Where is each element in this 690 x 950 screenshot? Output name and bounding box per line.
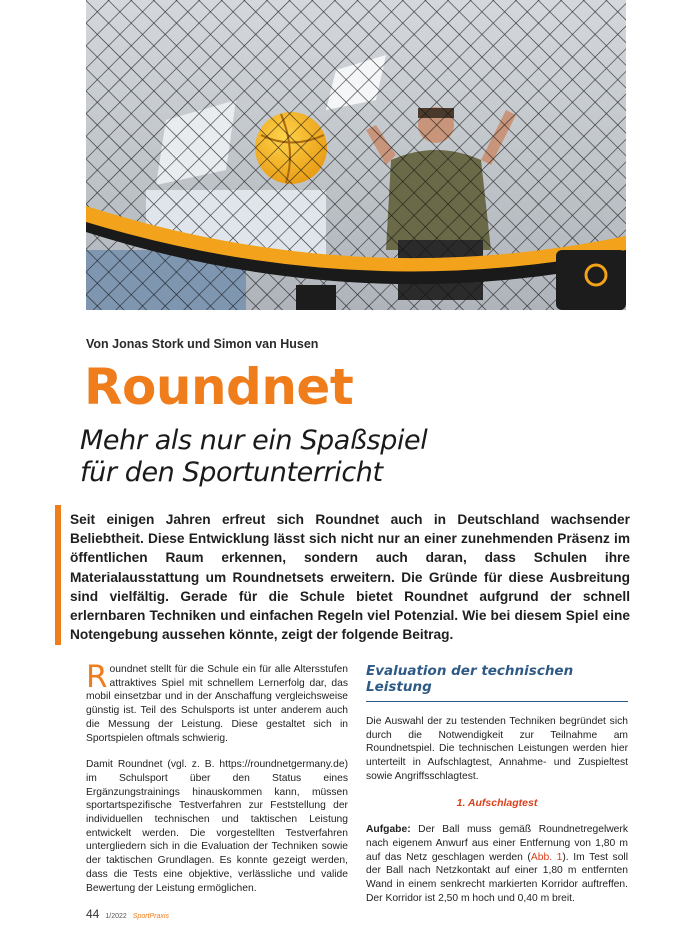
page-number: 44 xyxy=(86,907,100,921)
sub-heading-aufschlagtest: 1. Aufschlagtest xyxy=(456,796,538,809)
page-footer xyxy=(86,907,169,921)
right-column xyxy=(366,663,628,918)
task-text-1: Der Ball muss gemäß Roundnetregelwerk nach eigenem Anwurf aus einer Entfernung von 1,80 m auf das Netz geschlagen werden ( xyxy=(366,824,628,863)
subtitle-line-1: Mehr als nur ein Spaßspiel xyxy=(80,425,428,456)
task-paragraph xyxy=(366,823,628,905)
body-paragraph: Damit Roundnet (vgl. z. B. https://roundnetgermany.de) im Schulsport über den Status eines Ergänzungstrainings hinauskommen kann, müssen sportartspezifische Testverfahren zur Feststellung der individuellen technischen und taktischen Leistung entwickelt werden. Die vorgestellten Testverfahren untergliedern sich in die Evaluation der Techniken sowie der taktischen Grundlagen. Es konnte gezeigt werden, dass die Tests eine objektive, verlässliche und valide Bewertung der Leistung ermöglichen. xyxy=(86,759,348,894)
left-column xyxy=(86,659,348,908)
article-subtitle xyxy=(80,425,640,489)
subtitle-line-2: für den Sportunterricht xyxy=(80,457,383,488)
drop-cap: R xyxy=(86,659,108,695)
byline: Von Jonas Stork und Simon van Husen xyxy=(86,337,319,351)
intro-paragraph-text: oundnet stellt für die Schule ein für alle Altersstufen attraktives Spiel mit schnellem Lernerfolg dar, das mobil einsetzbar und in der Anschaffung vergleichsweise günstig ist. Teil des Schulsports ist unter anderem auch die Messung der Leistung. Diese gestaltet sich in Sportspielen oftmals schwierig. xyxy=(86,664,348,744)
task-text-2: ). Im Test soll der Ball nach Netzkontakt auf einer 1,80 m entfernten Wand in einem senkrecht markierten Korridor auftreffen. Der Korridor ist 2,50 m hoch und 0,40 m breit. xyxy=(366,851,628,904)
header-photo xyxy=(86,0,626,310)
intro-paragraph xyxy=(86,659,348,745)
task-label: Aufgabe: xyxy=(366,824,411,836)
article-title: Roundnet xyxy=(84,358,354,416)
issue-number: 1/2022 xyxy=(105,913,127,920)
roundnet-photo-illustration xyxy=(86,0,626,310)
figure-reference-link[interactable]: Abb. 1 xyxy=(530,851,563,863)
lead-paragraph: Seit einigen Jahren erfreut sich Roundnet auch in Deutschland wachsender Beliebtheit. Diese Entwicklung lässt sich nicht nur an einer zunehmenden Präsenz im öffentlichen Raum erkennen, sondern auch daran, dass Schulen ihre Materialausstattung um Roundnetsets erweitern. Die Gründe für diese Ausbreitung sind vielfältig. Gerade für die Schule bietet Roundnet aufgrund der schnell erlernbaren Techniken und einfachen Regeln viel Potenzial. Wie bei diesem Spiel eine Notengebung aussehen könnte, zeigt der folgende Beitrag. xyxy=(70,512,630,643)
magazine-name: SportPraxis xyxy=(132,913,169,920)
section-heading: Evaluation der technischen Leistung xyxy=(366,663,628,702)
lead-accent-bar xyxy=(55,505,61,645)
section-intro-paragraph: Die Auswahl der zu testenden Techniken begründet sich durch die Notwendigkeit zur Teilnahme am Roundnetspiel. Die technischen Leistungen werden hier unterteilt in Aufschlagtest, Annahme- und Zuspieltest sowie Angriffsschlagtest. xyxy=(366,716,628,782)
